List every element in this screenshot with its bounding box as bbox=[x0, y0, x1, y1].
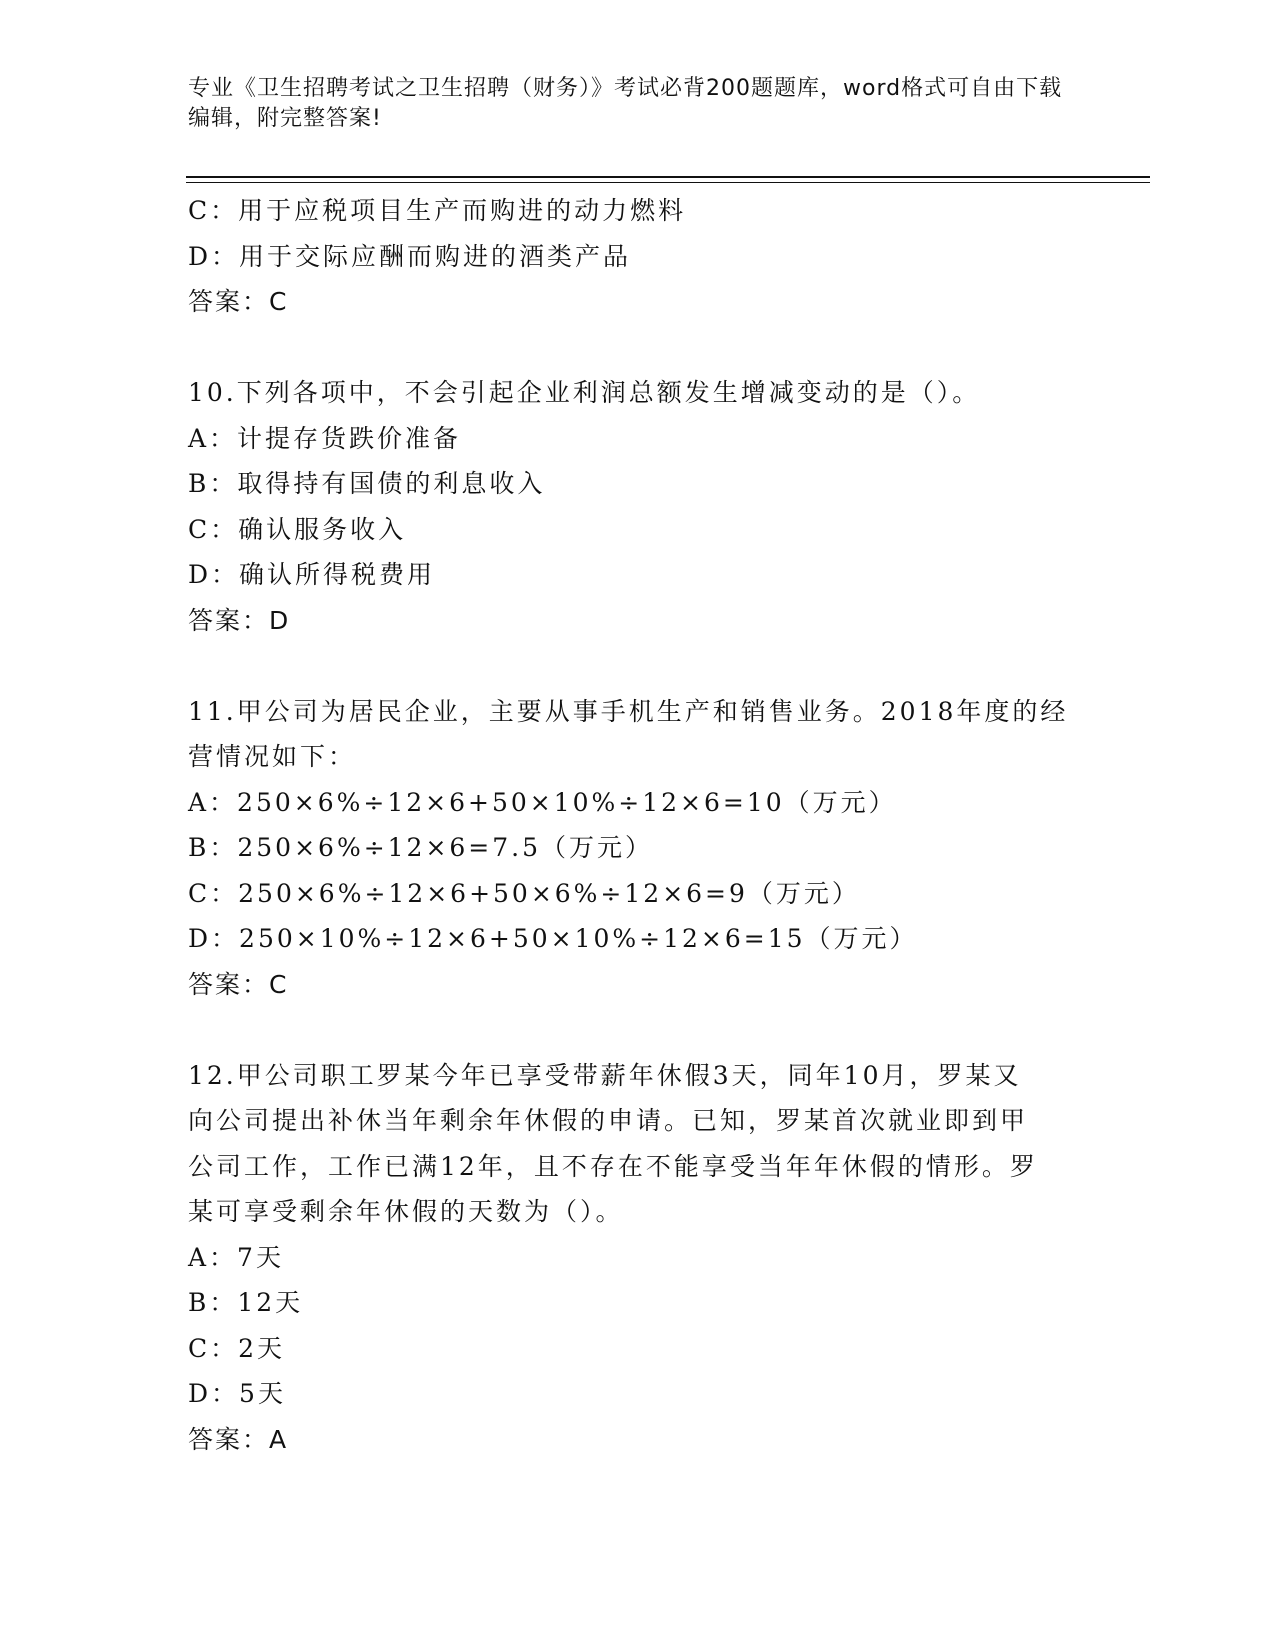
question-stem-line-4: 某可享受剩余年休假的天数为（）。 bbox=[188, 1197, 624, 1226]
question-stem-line-3: 公司工作，工作已满12年，且不存在不能享受当年年休假的情形。罗 bbox=[188, 1151, 1038, 1181]
question-stem-line-2: 营情况如下： bbox=[188, 742, 357, 771]
question-stem: 10.下列各项中，不会引起企业利润总额发生增减变动的是（）。 bbox=[188, 378, 981, 407]
question-stem-line-1: 11.甲公司为居民企业，主要从事手机生产和销售业务。2018年度的经 bbox=[188, 696, 1069, 726]
question-12 bbox=[188, 1053, 1088, 1463]
question-10 bbox=[188, 370, 1088, 643]
option-d: D：250×10%÷12×6+50×10%÷12×6=15（万元） bbox=[188, 924, 918, 953]
option-d: D：用于交际应酬而购进的酒类产品 bbox=[188, 241, 632, 271]
answer-line: 答案：C bbox=[188, 969, 289, 999]
question-list bbox=[188, 188, 1088, 1462]
option-d: D：5天 bbox=[188, 1379, 286, 1408]
document-header: 专业《卫生招聘考试之卫生招聘（财务）》考试必背200题题库，word格式可自由下载编辑，附完整答案! bbox=[188, 76, 1063, 131]
option-c: C：确认服务收入 bbox=[188, 514, 407, 544]
option-c: C：用于应税项目生产而购进的动力燃料 bbox=[188, 196, 687, 225]
option-d: D：确认所得税费用 bbox=[188, 560, 436, 589]
answer-line: 答案：A bbox=[188, 1424, 289, 1454]
answer-line: 答案：D bbox=[188, 605, 291, 635]
option-c: C：250×6%÷12×6+50×6%÷12×6=9（万元） bbox=[188, 878, 860, 908]
spacer bbox=[188, 325, 1088, 371]
option-b: B：12天 bbox=[188, 1288, 304, 1317]
option-b: B：取得持有国债的利息收入 bbox=[188, 469, 546, 498]
question-stem-line-1: 12.甲公司职工罗某今年已享受带薪年休假3天，同年10月，罗某又 bbox=[188, 1060, 1022, 1090]
option-a: A：250×6%÷12×6+50×10%÷12×6=10（万元） bbox=[188, 787, 897, 817]
header-rule-thin bbox=[186, 182, 1150, 183]
option-b: B：250×6%÷12×6=7.5（万元） bbox=[188, 833, 654, 862]
spacer bbox=[188, 1007, 1088, 1053]
question-stem-line-2: 向公司提出补休当年剩余年休假的申请。已知，罗某首次就业即到甲 bbox=[188, 1106, 1029, 1135]
answer-line: 答案：C bbox=[188, 287, 289, 316]
spacer bbox=[188, 643, 1088, 689]
question-9 bbox=[188, 188, 1088, 325]
option-c: C：2天 bbox=[188, 1333, 286, 1363]
option-a: A：计提存货跌价准备 bbox=[188, 423, 462, 453]
header-rule-thick bbox=[186, 176, 1150, 178]
option-a: A：7天 bbox=[188, 1242, 284, 1272]
question-11 bbox=[188, 689, 1088, 1008]
